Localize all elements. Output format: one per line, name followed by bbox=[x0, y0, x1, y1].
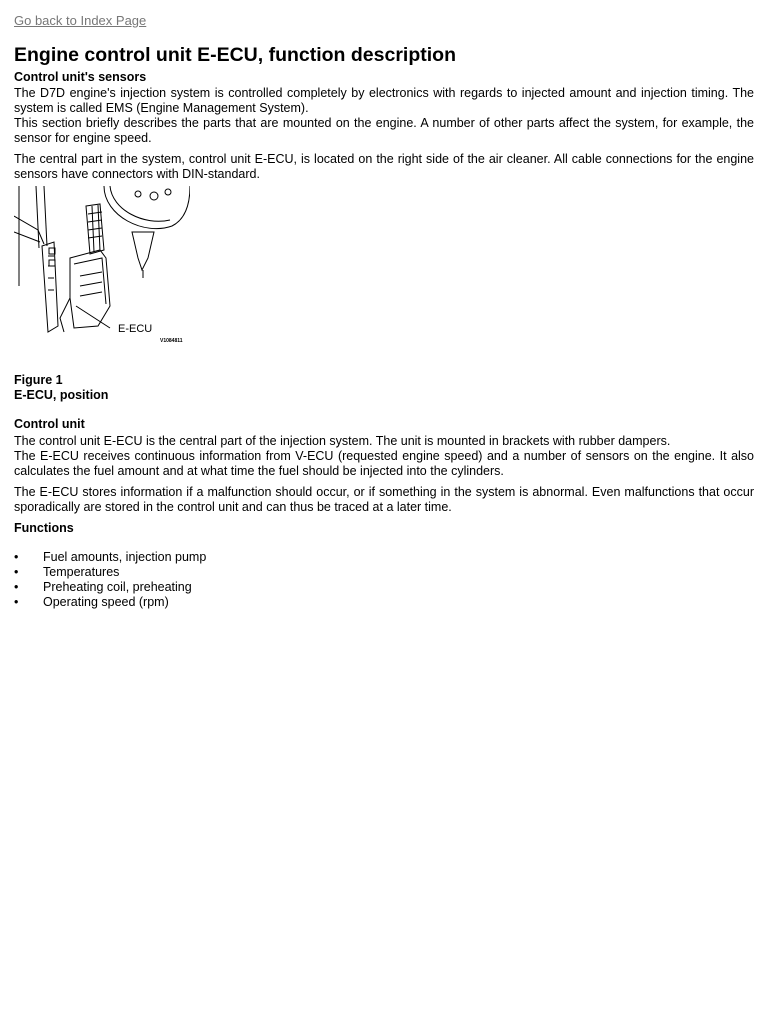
sensors-section bbox=[14, 70, 754, 182]
control-unit-section bbox=[14, 417, 754, 515]
sensors-paragraph-1: The D7D engine's injection system is controlled completely by electronics with regards to injected amount and injection timing. The system is called EMS (Engine Management System). bbox=[14, 86, 754, 115]
list-item-text: Operating speed (rpm) bbox=[43, 595, 169, 609]
list-item-text: Temperatures bbox=[43, 565, 120, 579]
figure-caption bbox=[14, 373, 754, 403]
bullet-icon: • bbox=[14, 580, 19, 594]
sensors-paragraph-3: The central part in the system, control unit E-ECU, is located on the right side of the air cleaner. All cable connections for the engine sensors have connectors with DIN-standard. bbox=[14, 152, 754, 181]
list-item bbox=[14, 580, 754, 595]
functions-heading: Functions bbox=[14, 521, 74, 535]
bullet-icon: • bbox=[14, 595, 19, 609]
list-item bbox=[14, 565, 754, 580]
e-ecu-position-figure bbox=[14, 186, 190, 346]
control-unit-paragraph-1: The control unit E-ECU is the central part of the injection system. The unit is mounted in brackets with rubber dampers. bbox=[14, 434, 671, 448]
control-unit-heading: Control unit bbox=[14, 417, 85, 431]
figure-code-label: V1084811 bbox=[160, 338, 183, 344]
list-item-text: Fuel amounts, injection pump bbox=[43, 550, 207, 564]
back-to-index-link[interactable]: Go back to Index Page bbox=[14, 13, 147, 28]
figure-callout-label: E-ECU bbox=[118, 323, 153, 335]
control-unit-paragraph-2: The E-ECU receives continuous information from V-ECU (requested engine speed) and a number of sensors on the engine. It also calculates the fuel amount and at what time the fuel should be injected into the cylinders. bbox=[14, 449, 754, 478]
list-item-text: Preheating coil, preheating bbox=[43, 580, 192, 594]
figure-caption-text: E-ECU, position bbox=[14, 388, 109, 402]
sensors-paragraph-2: This section briefly describes the parts that are mounted on the engine. A number of other parts affect the system, for example, the sensor for engine speed. bbox=[14, 116, 754, 145]
functions-section bbox=[14, 521, 754, 610]
sensors-heading: Control unit's sensors bbox=[14, 70, 147, 84]
bullet-icon: • bbox=[14, 550, 19, 564]
bullet-icon: • bbox=[14, 565, 19, 579]
figure-number: Figure 1 bbox=[14, 373, 63, 387]
control-unit-paragraph-3: The E-ECU stores information if a malfunction should occur, or if something in the system is abnormal. Even malfunctions that occur sporadically are stored in the control unit and can thus be traced at a later time. bbox=[14, 485, 754, 514]
engine-line-drawing bbox=[14, 186, 190, 346]
list-item bbox=[14, 595, 754, 610]
list-item bbox=[14, 550, 754, 565]
page-title: Engine control unit E-ECU, function description bbox=[14, 44, 456, 66]
functions-list bbox=[14, 550, 754, 610]
